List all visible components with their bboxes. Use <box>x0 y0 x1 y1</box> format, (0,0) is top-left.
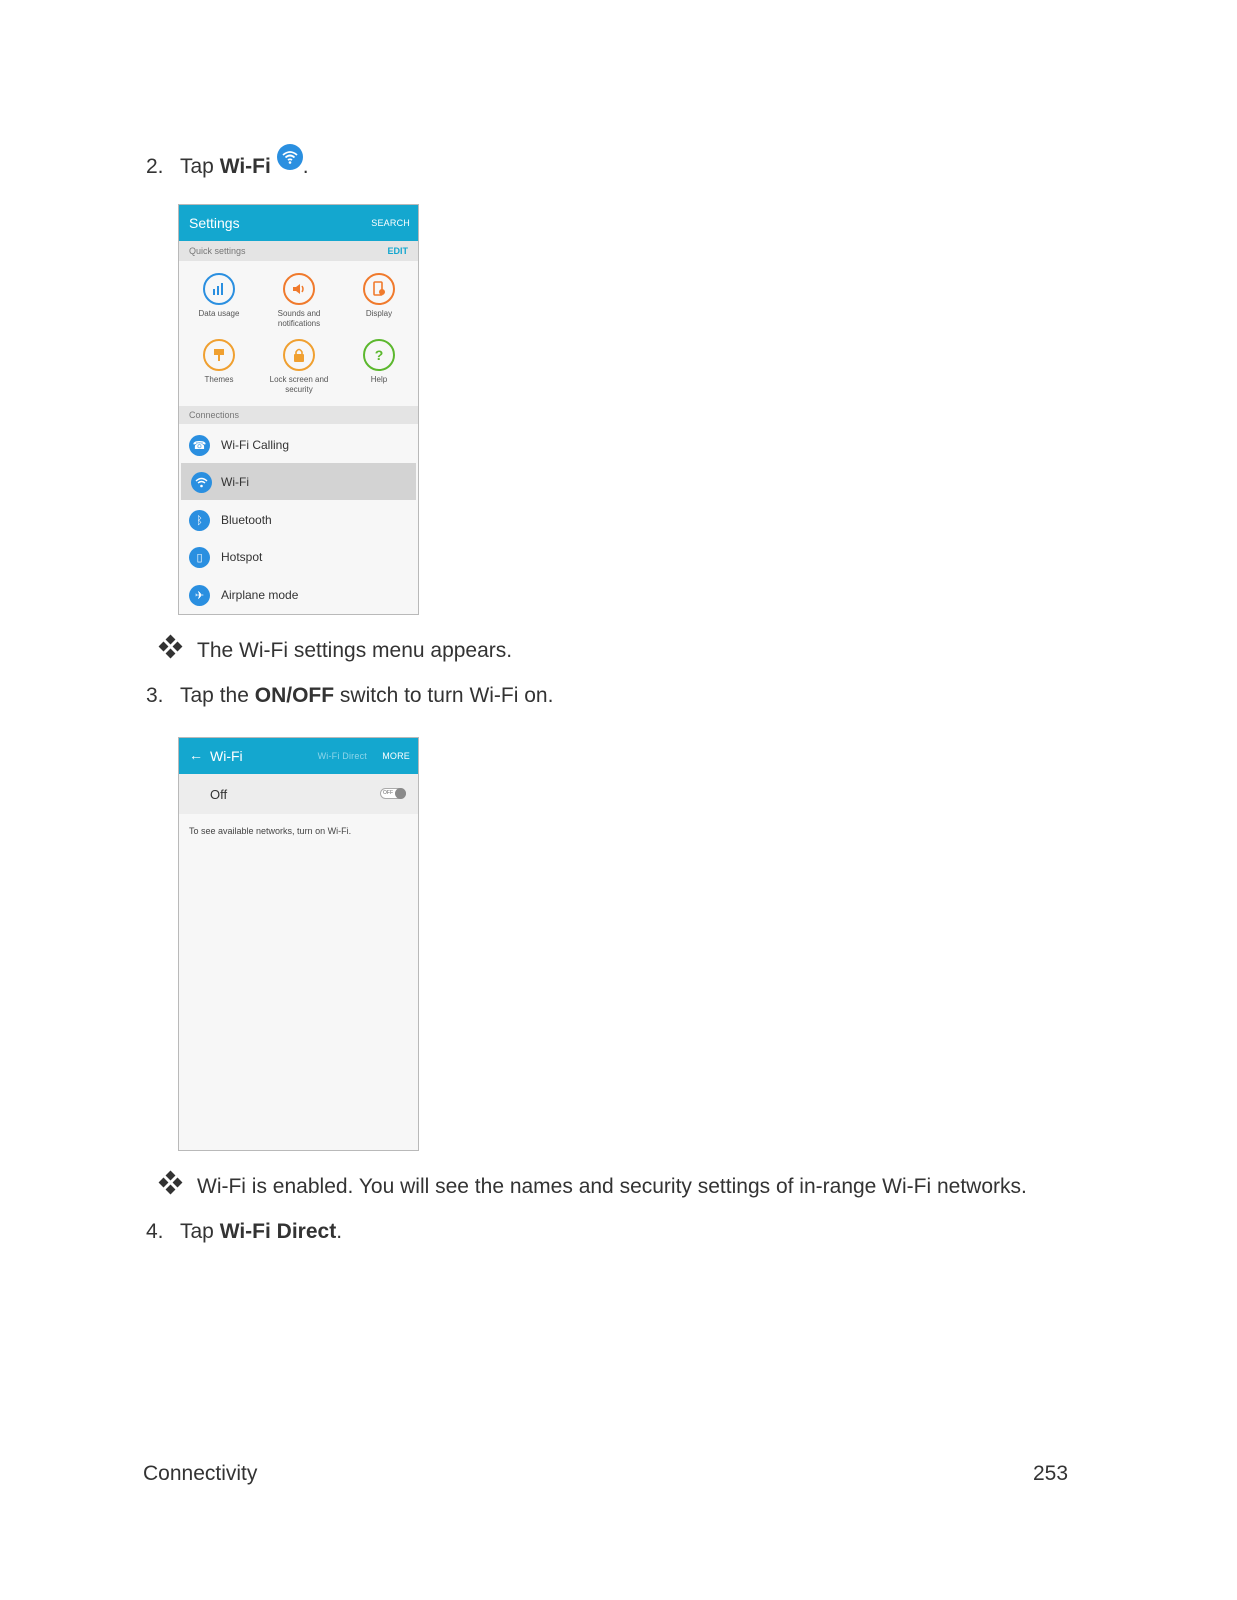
quick-setting-themes[interactable] <box>179 339 259 385</box>
quick-setting-help[interactable] <box>339 339 419 385</box>
switch-label: OFF <box>383 790 393 796</box>
list-item-bluetooth[interactable] <box>179 501 418 538</box>
bar-chart-icon <box>203 273 235 305</box>
airplane-icon: ✈ <box>189 585 210 606</box>
step-text: Tap <box>180 155 220 178</box>
step-2 <box>146 150 309 179</box>
bullet-icon <box>160 636 182 658</box>
list-item-label: Wi-Fi Calling <box>221 438 290 452</box>
wifi-screenshot <box>178 737 419 1151</box>
wifi-icon <box>191 472 212 493</box>
step-bold: ON/OFF <box>254 684 335 707</box>
connections-header <box>179 406 418 424</box>
wifi-title: Wi-Fi <box>210 748 243 764</box>
more-button[interactable]: MORE <box>382 751 410 761</box>
quick-setting-label: Themes <box>204 375 234 384</box>
wifi-toggle-row[interactable] <box>179 774 418 814</box>
step-suffix: switch to turn Wi-Fi on. <box>334 684 554 707</box>
wifi-icon <box>277 144 303 170</box>
settings-screenshot <box>178 204 419 615</box>
quick-settings-header <box>179 241 418 261</box>
step-3 <box>146 684 553 708</box>
list-item-wifi[interactable] <box>181 463 416 500</box>
quick-setting-label: Data usage <box>198 309 240 318</box>
wifi-app-bar <box>179 738 418 774</box>
display-icon <box>363 273 395 305</box>
step-bold: Wi-Fi Direct <box>219 1220 337 1243</box>
quick-setting-lock-screen[interactable] <box>259 339 339 395</box>
quick-setting-label: Lock screen and security <box>269 375 329 394</box>
bullet-text: Wi-Fi is enabled. You will see the names and security settings of in-range Wi-Fi networks. <box>197 1175 1027 1198</box>
list-item-label: Airplane mode <box>221 588 299 602</box>
edit-button[interactable]: EDIT <box>387 246 408 256</box>
lock-icon <box>283 339 315 371</box>
step-4 <box>146 1220 342 1244</box>
bullet-text: The Wi-Fi settings menu appears. <box>197 639 513 662</box>
list-item-label: Wi-Fi <box>221 475 249 489</box>
quick-setting-sounds[interactable] <box>259 273 339 329</box>
help-icon: ? <box>363 339 395 371</box>
back-arrow-icon[interactable]: ← <box>189 747 203 763</box>
quick-setting-label: Display <box>365 309 393 318</box>
list-item-label: Bluetooth <box>221 513 272 527</box>
quick-setting-label: Sounds and notifications <box>277 309 321 328</box>
wifi-direct-button[interactable]: Wi-Fi Direct <box>317 751 367 761</box>
page-number: 253 <box>1033 1462 1069 1485</box>
brush-icon <box>203 339 235 371</box>
step-suffix: . <box>302 155 309 178</box>
step-number: 4. <box>146 1220 164 1243</box>
quick-setting-label: Help <box>370 375 388 384</box>
on-off-switch[interactable] <box>380 788 406 799</box>
wifi-state-label: Off <box>210 787 228 802</box>
connections-label: Connections <box>189 410 240 420</box>
wifi-calling-icon: ☎ <box>189 435 210 456</box>
step-text: Tap <box>180 1220 220 1243</box>
wifi-hint: To see available networks, turn on Wi-Fi. <box>189 826 352 836</box>
speaker-icon <box>283 273 315 305</box>
settings-app-bar <box>179 205 418 241</box>
quick-setting-data-usage[interactable] <box>179 273 259 319</box>
step-bold: Wi-Fi <box>219 155 271 178</box>
step-number: 2. <box>146 155 164 178</box>
list-item-label: Hotspot <box>221 550 263 564</box>
list-item-hotspot[interactable] <box>179 538 418 575</box>
search-button[interactable]: SEARCH <box>371 218 410 228</box>
list-item-airplane-mode[interactable] <box>179 576 418 613</box>
list-item-wifi-calling[interactable] <box>179 426 418 463</box>
bluetooth-icon: ᛒ <box>189 510 210 531</box>
footer-section: Connectivity <box>143 1462 258 1485</box>
settings-title: Settings <box>189 215 240 231</box>
step-number: 3. <box>146 684 164 707</box>
hotspot-icon: ▯ <box>189 547 210 568</box>
bullet-icon <box>160 1172 182 1194</box>
quick-settings-label: Quick settings <box>189 246 246 256</box>
step-text: Tap the <box>180 684 255 707</box>
step-suffix: . <box>336 1220 343 1243</box>
quick-setting-display[interactable] <box>339 273 419 319</box>
